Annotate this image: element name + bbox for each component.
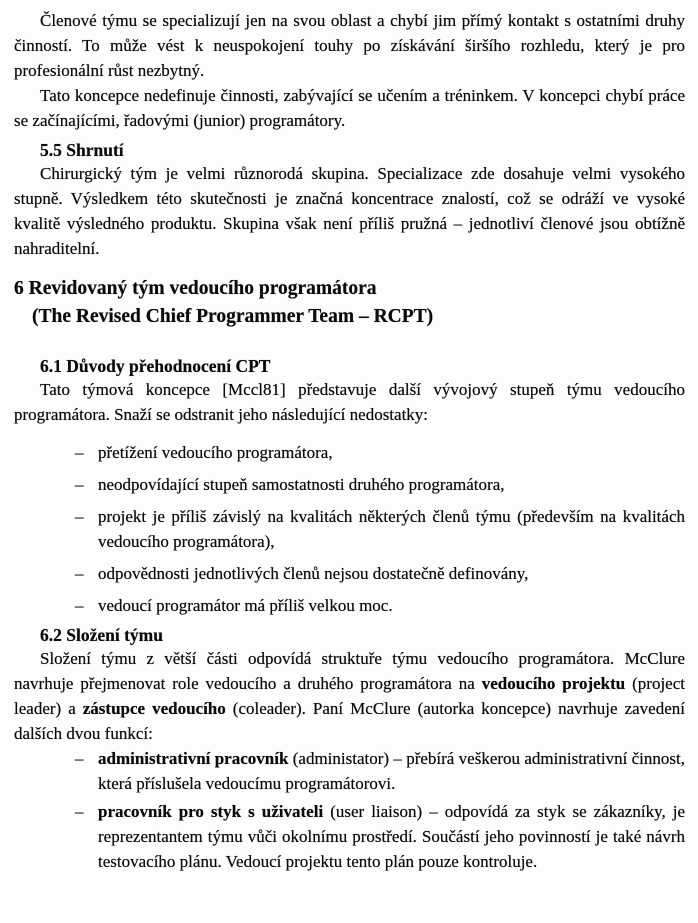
bold-term-project-leader: vedoucího projektu xyxy=(481,674,626,693)
list-item xyxy=(75,593,685,618)
dash-bullet: – xyxy=(75,564,84,583)
list-item-rest: (user liaison) – odpovídá za styk se zákazníky, je reprezentantem týmu vůči okolnímu prostředí. Součástí jeho povinností je také návrh testovacího plánu. Vedoucí projektu tento plán pouze kontroluje. xyxy=(98,802,685,871)
dash-bullet: – xyxy=(75,802,84,821)
list-item xyxy=(75,504,685,554)
bold-term-user-liaison: pracovník pro styk s uživateli xyxy=(98,802,324,821)
dash-bullet: – xyxy=(75,507,84,526)
shortcomings-list xyxy=(14,440,685,618)
list-item xyxy=(75,561,685,586)
paragraph-text: Složení týmu z větší části odpovídá struktuře týmu vedoucího programátora. McClure navrhuje přejmenovat role vedoucího a druhého programátora na xyxy=(14,649,685,693)
bold-term-coleader: zástupce vedoucího xyxy=(82,699,226,718)
list-item xyxy=(75,440,685,465)
dash-bullet: – xyxy=(75,749,84,768)
list-item xyxy=(75,799,685,874)
paragraph-rcpt-intro: Tato týmová koncepce [Mccl81] představuje další vývojový stupeň týmu vedoucího programátora. Snaží se odstranit jeho následující nedostatky: xyxy=(14,380,685,424)
dash-bullet: – xyxy=(75,475,84,494)
list-item-text: přetížení vedoucího programátora, xyxy=(98,443,333,462)
section-heading-6-1: 6.1 Důvody přehodnocení CPT xyxy=(40,356,271,376)
list-item xyxy=(75,472,685,497)
list-item-text: projekt je příliš závislý na kvalitách některých členů týmu (především na kvalitách vedoucího programátora), xyxy=(98,507,685,551)
list-item-text xyxy=(98,746,685,796)
section-heading-6-2: 6.2 Složení týmu xyxy=(40,625,163,645)
paragraph-concept-limits: Tato koncepce nedefinuje činnosti, zabývající se učením a tréninkem. V koncepci chybí práce se začínajícími, řadovými (junior) programátory. xyxy=(14,86,685,130)
list-item-text: vedoucí programátor má příliš velkou moc. xyxy=(98,596,393,615)
paragraph-text: (coleader). Paní McClure (autorka koncepce) navrhuje zavedení dalších dvou funkcí: xyxy=(14,699,685,743)
new-roles-list xyxy=(14,746,685,874)
list-item-text xyxy=(98,799,685,874)
list-item-text: odpovědnosti jednotlivých členů nejsou dostatečně definovány, xyxy=(98,564,529,583)
paragraph-members-specialize: Členové týmu se specializují jen na svou oblast a chybí jim přímý kontakt s ostatními druhy činností. To může vést k neuspokojení touhy po získávání širšího rozhledu, který je pro profesionální růst nezbytný. xyxy=(14,11,685,80)
paragraph-text: (project leader) a xyxy=(14,674,685,718)
dash-bullet: – xyxy=(75,596,84,615)
dash-bullet: – xyxy=(75,443,84,462)
section-heading-5-5: 5.5 Shrnutí xyxy=(40,140,124,160)
bold-term-administrator: administrativní pracovník xyxy=(98,749,289,768)
list-item-rest: (administator) – přebírá veškerou administrativní činnost, která příslušela vedoucímu programátorovi. xyxy=(98,749,685,793)
chapter-heading-line1: 6 Revidovaný tým vedoucího programátora xyxy=(14,278,377,299)
paragraph-team-composition xyxy=(14,646,685,746)
chapter-heading-6 xyxy=(14,275,685,331)
chapter-heading-line2: (The Revised Chief Programmer Team – RCPT) xyxy=(32,306,434,327)
paragraph-summary-surgical-team: Chirurgický tým je velmi různorodá skupina. Specializace zde dosahuje velmi vysokého stupně. Výsledkem této skutečnosti je značná koncentrace znalostí, což se odráží ve vysoké kvalitě výsledného produktu. Skupina však není příliš pružná – jednotliví členové jsou obtížně nahraditelní. xyxy=(14,164,685,258)
list-item-text: neodpovídající stupeň samostatnosti druhého programátora, xyxy=(98,475,505,494)
list-item xyxy=(75,746,685,796)
